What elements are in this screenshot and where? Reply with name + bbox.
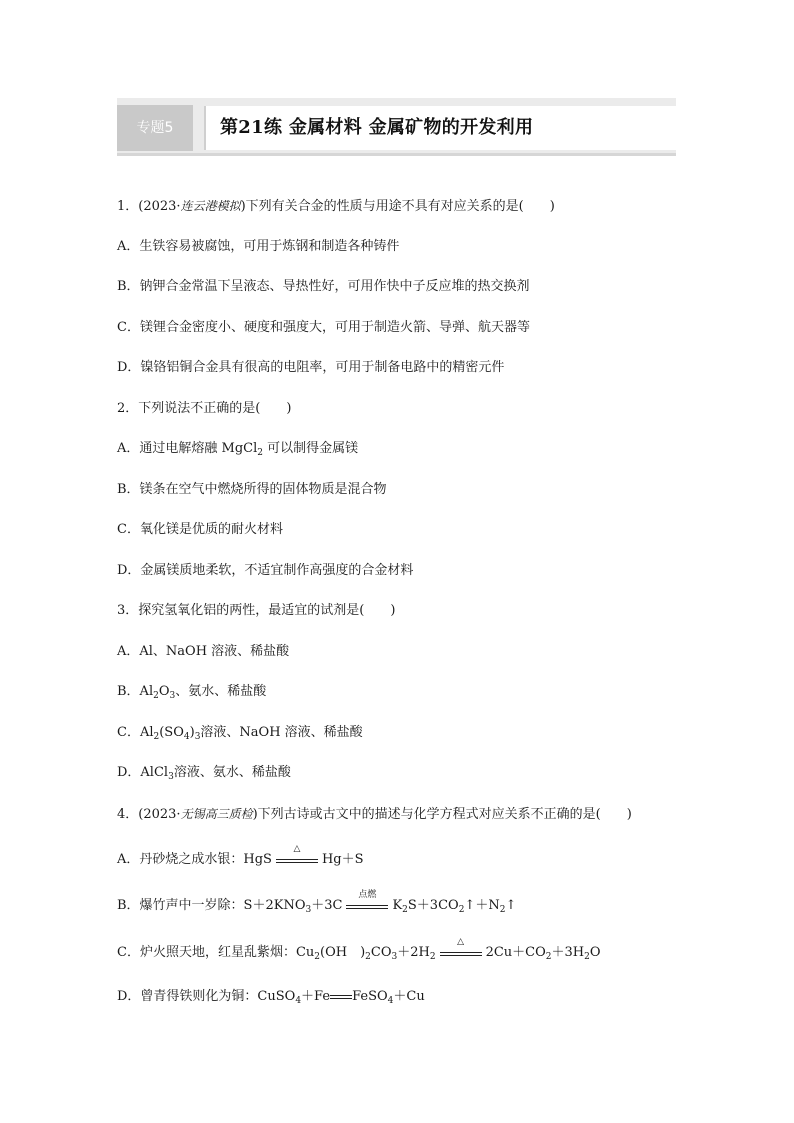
question-3-option-d: D．AlCl$_3$溶液、氨水、稀盐酸	[117, 765, 291, 782]
question-4-option-d: D．曾青得铁则化为铜：CuSO$_4$＋Fe FeSO$_4$＋Cu	[117, 989, 425, 1006]
question-2-stem: 2．下列说法不正确的是( )	[117, 401, 292, 416]
question-4-source: 无锡高三质检	[180, 807, 253, 821]
question-3-option-b: B．$Al_2O_3$、氨水、稀盐酸	[117, 684, 267, 701]
question-1-option-a: A．生铁容易被腐蚀，可用于炼钢和制造各种铸件	[117, 239, 400, 254]
question-2-option-b: B．镁条在空气中燃烧所得的固体物质是混合物	[117, 482, 387, 497]
page-title: 第21练 金属材料 金属矿物的开发利用	[220, 117, 534, 138]
equals-sign	[330, 992, 352, 1002]
question-3-option-c: C．$Al_2(SO_4)_3$溶液、NaOH 溶液、稀盐酸	[117, 725, 363, 742]
reaction-condition-ignite: 点燃	[346, 899, 388, 913]
header-underline	[117, 153, 676, 156]
question-3-stem: 3．探究氢氧化铝的两性，最适宜的试剂是( )	[117, 603, 396, 618]
question-2-option-a: A．通过电解熔融 MgCl$_2$ 可以制得金属镁	[117, 441, 359, 458]
question-1-option-b: B．钠钾合金常温下呈液态、导热性好，可用作快中子反应堆的热交换剂	[117, 279, 530, 294]
question-2-option-c: C．氧化镁是优质的耐火材料	[117, 522, 283, 537]
topic-tag: 专题5	[117, 105, 193, 151]
question-1-option-c: C．镁锂合金密度小、硬度和强度大，可用于制造火箭、导弹、航天器等	[117, 320, 530, 335]
question-4-stem: 4．(2023·无锡高三质检)下列古诗或古文中的描述与化学方程式对应关系不正确的是( )	[117, 807, 632, 822]
question-1-source: 连云港模拟	[180, 199, 241, 213]
question-1-option-d: D．镍铬铝铜合金具有很高的电阻率，可用于制备电路中的精密元件	[117, 360, 505, 375]
question-3-option-a: A．Al、NaOH 溶液、稀盐酸	[117, 644, 290, 659]
question-2-option-d: D．金属镁质地柔软，不适宜制作高强度的合金材料	[117, 563, 414, 578]
question-4-option-b: B．爆竹声中一岁除：$S+2KNO_3+3C$ 点燃 $K_2S+3CO_2↑+N_2↑$	[117, 889, 517, 915]
question-1-stem: 1．(2023·连云港模拟)下列有关合金的性质与用途不具有对应关系的是( )	[117, 199, 555, 214]
question-4-option-a: A．丹砂烧之成水银：HgS △ Hg＋S	[117, 843, 364, 867]
reaction-condition-heat: △	[440, 946, 482, 960]
question-4-option-c: C．炉火照天地，红星乱紫烟：$Cu_2(OH$ )$_2CO_3+2H_2$ △ $2Cu+CO_2+3H_2O$	[117, 936, 601, 962]
reaction-condition-heat: △	[276, 853, 318, 867]
